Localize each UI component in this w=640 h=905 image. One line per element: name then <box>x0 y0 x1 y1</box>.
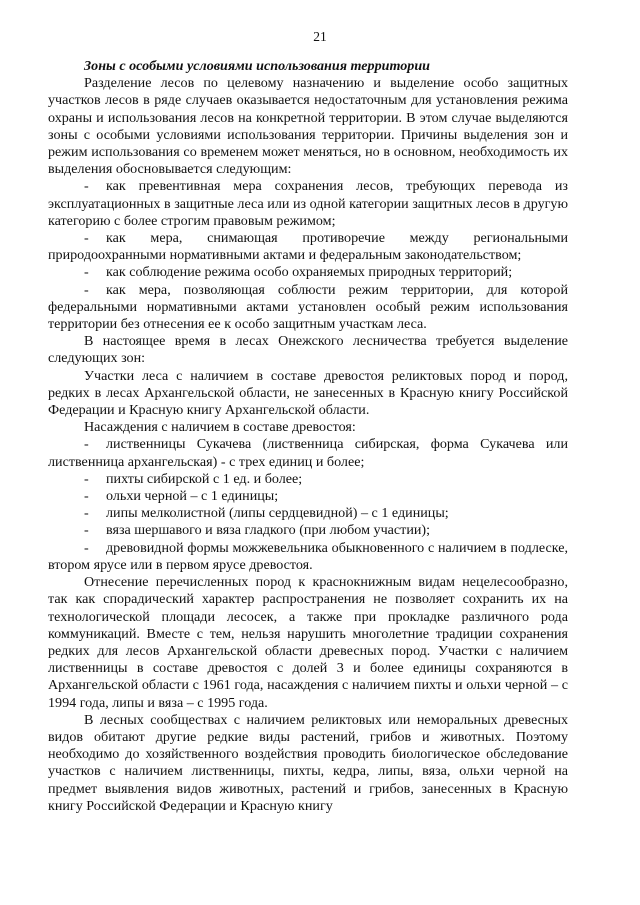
list-item <box>48 264 568 281</box>
bullet-dash: - <box>84 264 89 281</box>
bullet-dash: - <box>84 281 89 298</box>
list-item <box>48 178 568 230</box>
paragraph-intro: Разделение лесов по целевому назначению и выделение особо защитных участков лесов в ряде случаев оказывается недостаточным для установления режима охраны и использования лесов на конкретной территории. В этом случае выделяются зоны с особыми условиями использования территории. Причины выделения зон и режим использования со временем может меняться, но в основном, необходимость их выделения обосновывается следующим: <box>48 75 568 178</box>
bullet-dash: - <box>84 505 89 522</box>
bullet-dash: - <box>84 178 89 195</box>
list-item-text: пихты сибирской с 1 ед. и более; <box>106 470 303 487</box>
bullet-dash: - <box>84 488 89 505</box>
paragraph-red-book-reasoning: Отнесение перечисленных пород к краснокнижным видам нецелесообразно, так как спорадический характер распространения не позволяет сохранить их на технологической площади лесосек, а также при прокладке различного рода коммуникаций. Вместе с тем, нельзя нарушить многолетние традиции сохранения редких для лесов Архангельской области древесных пород. Участки с наличием лиственницы в составе древостоя с долей 3 и более единицы сохраняются в Архангельской области с 1961 года, насаждения с наличием пихты и ольхи черной – с 1994 года, липы и вяза – с 1995 года. <box>48 574 568 711</box>
species-list <box>48 436 568 574</box>
bullet-dash: - <box>84 230 89 247</box>
bullet-dash: - <box>84 436 89 453</box>
list-item-text: древовидной формы можжевельника обыкновенного с наличием в подлеске, втором ярусе или в первом ярусе древостоя. <box>48 539 568 573</box>
paragraph-stands: Насаждения с наличием в составе древостоя: <box>84 419 356 436</box>
list-item-text: как превентивная мера сохранения лесов, требующих перевода из эксплуатационных в защитные леса или из одной категории защитных лесов в другую категорию с более строгим правовым режимом; <box>48 178 568 229</box>
list-item-text: вяза шершавого и вяза гладкого (при любом участии); <box>106 522 431 539</box>
list-item <box>48 471 568 488</box>
page-content <box>48 58 568 815</box>
list-item-text: как мера, снимающая противоречие между региональными природоохранными нормативными актами и федеральным законодательством; <box>48 230 568 264</box>
list-item <box>48 436 568 470</box>
list-item-text: ольхи черной – с 1 единицы; <box>106 488 279 505</box>
bullet-dash: - <box>84 470 89 487</box>
page-number: 21 <box>313 29 327 44</box>
paragraph-zones-intro: В настоящее время в лесах Онежского лесничества требуется выделение следующих зон: <box>48 333 568 367</box>
list-item <box>48 488 568 505</box>
section-heading: Зоны с особыми условиями использования территории <box>84 58 431 74</box>
list-item-text: лиственницы Сукачева (лиственница сибирская, форма Сукачева или лиственница архангельская) - с трех единиц и более; <box>48 436 568 470</box>
list-item-text: липы мелколистной (липы сердцевидной) – с 1 единицы; <box>106 505 449 522</box>
list-item <box>48 282 568 334</box>
list-item <box>48 540 568 574</box>
list-item-text: как соблюдение режима особо охраняемых природных территорий; <box>106 264 513 281</box>
bullet-dash: - <box>84 539 89 556</box>
bullet-dash: - <box>84 522 89 539</box>
paragraph-relict-species: Участки леса с наличием в составе древостоя реликтовых пород и пород, редких в лесах Архангельской области, не занесенных в Красную книгу Российской Федерации и Красную книгу Архангельской области. <box>48 367 568 419</box>
list-item <box>48 522 568 539</box>
paragraph-biological-survey: В лесных сообществах с наличием реликтовых или неморальных древесных видов обитают другие редкие виды растений, грибов и животных. Поэтому необходимо до хозяйственного воздействия проводить биологическое обследование участков с наличием лиственницы, пихты, кедра, липы, вяза, ольхи черной на предмет выявления видов животных, растений и грибов, занесенных в Красную книгу Российской Федерации и Красную книгу <box>48 711 568 814</box>
reasons-list <box>48 178 568 333</box>
list-item-text: как мера, позволяющая соблюсти режим территории, для которой федеральными нормативными актами установлен особый режим использования территории без отнесения ее к особо защитным участкам леса. <box>48 281 568 333</box>
list-item <box>48 505 568 522</box>
list-item <box>48 230 568 264</box>
